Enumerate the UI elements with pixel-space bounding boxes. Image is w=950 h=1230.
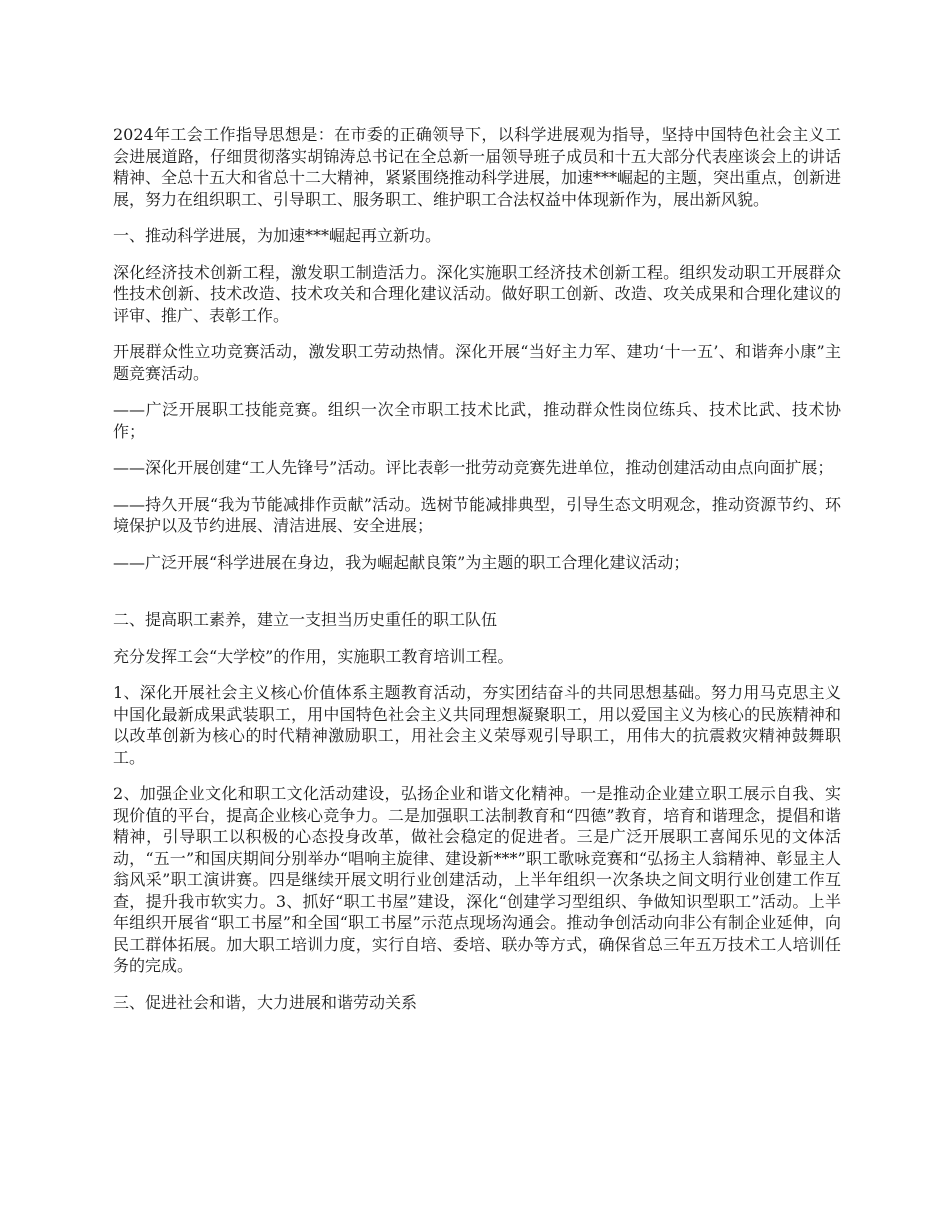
section-heading-1: 一、推动科学进展，为加速***崛起再立新功。 — [113, 226, 442, 245]
list-item-skill-competition: ——广泛开展职工技能竞赛。组织一次全市职工技术比武，推动群众性岗位练兵、技术比武、技术协作； — [113, 400, 841, 441]
section-heading-2: 二、提高职工素养，建立一支担当历史重任的职工队伍 — [113, 610, 498, 629]
list-item-worker-pioneer: ——深化开展创建“工人先锋号”活动。评比表彰一批劳动竞赛先进单位，推动创建活动由点向面扩展； — [113, 458, 834, 477]
list-item-suggestions: ——广泛开展“科学进展在身边，我为崛起献良策”为主题的职工合理化建议活动； — [113, 552, 690, 572]
paragraph-guiding-ideology: 2024年工会工作指导思想是：在市委的正确领导下，以科学进展观为指导，坚持中国特色社会主义工会进展道路，仔细贯彻落实胡锦涛总书记在全总新一届领导班子成员和十五大部分代表座谈会上的讲话精神、全总十五大和省总十二大精神，紧紧围绕推动科学进展，加速***崛起的主题，突出重点，创新进展，努力在组织职工、引导职工、服务职工、维护职工合法权益中体现新作为，展出新风貌。 — [113, 125, 842, 209]
paragraph-merit-competition: 开展群众性立功竞赛活动，激发职工劳动热情。深化开展“当好主力军、建功‘十一五’、和谐奔小康”主题竞赛活动。 — [113, 342, 841, 383]
paragraph-tech-innovation: 深化经济技术创新工程，激发职工制造活力。深化实施职工经济技术创新工程。组织发动职工开展群众性技术创新、技术改造、技术攻关和合理化建议活动。做好职工创新、改造、攻关成果和合理化建议的评审、推广、表彰工作。 — [113, 262, 841, 325]
list-item-energy-saving: ——持久开展“我为节能减排作贡献”活动。选树节能减排典型，引导生态文明观念，推动资源节约、环境保护以及节约进展、清洁进展、安全进展； — [113, 494, 841, 535]
paragraph-core-values: 1、深化开展社会主义核心价值体系主题教育活动，夯实团结奋斗的共同思想基础。努力用马克思主义中国化最新成果武装职工，用中国特色社会主义共同理想凝聚职工，用以爱国主义为核心的民族精神和以改革创新为核心的时代精神激励职工，用社会主义荣辱观引导职工，用伟大的抗震救灾精神鼓舞职工。 — [113, 683, 841, 767]
section-heading-3: 三、促进社会和谐，大力进展和谐劳动关系 — [113, 992, 418, 1012]
document-page — [113, 124, 841, 1028]
paragraph-worker-education: 充分发挥工会“大学校”的作用，实施职工教育培训工程。 — [113, 646, 514, 666]
paragraph-corporate-culture: 2、加强企业文化和职工文化活动建设，弘扬企业和谐文化精神。一是推动企业建立职工展示自我、实现价值的平台，提高企业核心竞争力。二是加强职工法制教育和“四德”教育，培育和谐理念，提倡和谐精神，引导职工以积极的心态投身改革，做社会稳定的促进者。三是广泛开展职工喜闻乐见的文体活动，“五一”和国庆期间分别举办“唱响主旋律、建设新***”职工歌咏竞赛和“弘扬主人翁精神、彰显主人翁风采”职工演讲赛。四是继续开展文明行业创建活动，上半年组织一次条块之间文明行业创建工作互查，提升我市软实力。3、抓好“职工书屋”建设，深化“创建学习型组织、争做知识型职工”活动。上半年组织开展省“职工书屋”和全国“职工书屋”示范点现场沟通会。推动争创活动向非公有制企业延伸，向民工群体拓展。加大职工培训力度，实行自培、委培、联办等方式，确保省总三年五万技术工人培训任务的完成。 — [113, 784, 841, 975]
